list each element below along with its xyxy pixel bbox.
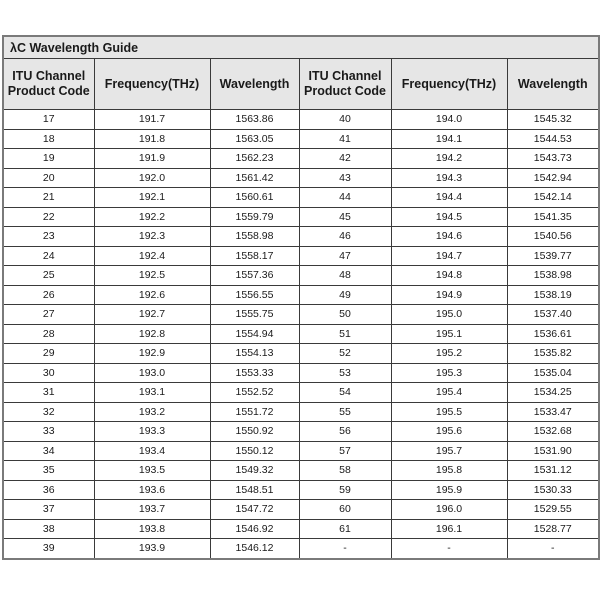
table-row	[3, 422, 599, 442]
cell-frequency-2: 194.5	[391, 207, 507, 227]
cell-frequency: 192.7	[94, 305, 210, 325]
cell-frequency: 192.9	[94, 344, 210, 364]
table-row	[3, 324, 599, 344]
table-row	[3, 246, 599, 266]
table-row	[3, 363, 599, 383]
cell-wavelength-2: 1529.55	[507, 500, 599, 520]
cell-wavelength-2: 1532.68	[507, 422, 599, 442]
table-row	[3, 539, 599, 559]
cell-wavelength-2: 1528.77	[507, 519, 599, 539]
cell-wavelength-2: 1534.25	[507, 383, 599, 403]
cell-channel-code-2: 56	[299, 422, 391, 442]
cell-wavelength-2: 1530.33	[507, 480, 599, 500]
cell-channel-code-2: 41	[299, 129, 391, 149]
cell-channel-code: 34	[3, 441, 94, 461]
cell-wavelength: 1559.79	[210, 207, 299, 227]
cell-frequency-2: 195.1	[391, 324, 507, 344]
cell-frequency: 192.3	[94, 227, 210, 247]
table-row	[3, 305, 599, 325]
cell-wavelength: 1554.13	[210, 344, 299, 364]
cell-wavelength-2: 1531.90	[507, 441, 599, 461]
cell-channel-code-2: 45	[299, 207, 391, 227]
table-row	[3, 188, 599, 208]
cell-channel-code-2: -	[299, 539, 391, 559]
cell-wavelength-2: 1542.14	[507, 188, 599, 208]
table-row	[3, 149, 599, 169]
cell-frequency-2: 195.8	[391, 461, 507, 481]
cell-wavelength: 1546.12	[210, 539, 299, 559]
cell-channel-code: 28	[3, 324, 94, 344]
cell-channel-code-2: 46	[299, 227, 391, 247]
cell-wavelength: 1563.86	[210, 110, 299, 130]
cell-wavelength: 1555.75	[210, 305, 299, 325]
cell-channel-code-2: 53	[299, 363, 391, 383]
cell-wavelength-2: 1544.53	[507, 129, 599, 149]
cell-wavelength-2: -	[507, 539, 599, 559]
cell-frequency: 191.7	[94, 110, 210, 130]
cell-wavelength-2: 1545.32	[507, 110, 599, 130]
table-row	[3, 500, 599, 520]
table-row	[3, 441, 599, 461]
cell-wavelength: 1562.23	[210, 149, 299, 169]
cell-channel-code-2: 50	[299, 305, 391, 325]
cell-channel-code: 31	[3, 383, 94, 403]
cell-wavelength: 1558.98	[210, 227, 299, 247]
cell-frequency-2: 194.3	[391, 168, 507, 188]
cell-channel-code: 37	[3, 500, 94, 520]
cell-channel-code-2: 42	[299, 149, 391, 169]
cell-channel-code: 32	[3, 402, 94, 422]
cell-wavelength-2: 1539.77	[507, 246, 599, 266]
cell-frequency-2: 194.6	[391, 227, 507, 247]
table-row	[3, 110, 599, 130]
cell-frequency: 192.5	[94, 266, 210, 286]
cell-wavelength: 1549.32	[210, 461, 299, 481]
cell-channel-code: 26	[3, 285, 94, 305]
table-row	[3, 207, 599, 227]
cell-channel-code-2: 60	[299, 500, 391, 520]
cell-wavelength: 1551.72	[210, 402, 299, 422]
cell-wavelength-2: 1543.73	[507, 149, 599, 169]
wavelength-guide-table	[2, 35, 600, 560]
cell-wavelength-2: 1535.04	[507, 363, 599, 383]
cell-frequency-2: 195.3	[391, 363, 507, 383]
table-row	[3, 519, 599, 539]
cell-wavelength-2: 1533.47	[507, 402, 599, 422]
header-itu-channel-code-2: ITU Channel Product Code	[299, 59, 391, 110]
cell-channel-code-2: 52	[299, 344, 391, 364]
cell-frequency: 193.5	[94, 461, 210, 481]
header-frequency: Frequency(THz)	[94, 59, 210, 110]
table-row	[3, 285, 599, 305]
cell-frequency-2: 195.0	[391, 305, 507, 325]
cell-frequency: 192.8	[94, 324, 210, 344]
cell-channel-code: 36	[3, 480, 94, 500]
table-title-row	[3, 36, 599, 59]
column-header-row	[3, 59, 599, 110]
cell-wavelength: 1563.05	[210, 129, 299, 149]
cell-frequency-2: 194.9	[391, 285, 507, 305]
cell-frequency-2: 195.9	[391, 480, 507, 500]
table-row	[3, 480, 599, 500]
table-row	[3, 344, 599, 364]
cell-frequency-2: 194.8	[391, 266, 507, 286]
cell-frequency: 193.1	[94, 383, 210, 403]
cell-frequency: 192.1	[94, 188, 210, 208]
cell-wavelength-2: 1538.98	[507, 266, 599, 286]
header-frequency-2: Frequency(THz)	[391, 59, 507, 110]
cell-frequency-2: 194.0	[391, 110, 507, 130]
cell-frequency: 193.0	[94, 363, 210, 383]
cell-wavelength: 1546.92	[210, 519, 299, 539]
cell-frequency: 193.4	[94, 441, 210, 461]
cell-frequency: 193.9	[94, 539, 210, 559]
cell-wavelength-2: 1535.82	[507, 344, 599, 364]
table-row	[3, 168, 599, 188]
cell-frequency: 193.8	[94, 519, 210, 539]
cell-channel-code-2: 51	[299, 324, 391, 344]
cell-wavelength: 1556.55	[210, 285, 299, 305]
table-row	[3, 402, 599, 422]
cell-channel-code: 29	[3, 344, 94, 364]
header-wavelength: Wavelength	[210, 59, 299, 110]
cell-channel-code-2: 58	[299, 461, 391, 481]
cell-channel-code: 30	[3, 363, 94, 383]
cell-wavelength-2: 1538.19	[507, 285, 599, 305]
cell-frequency: 193.2	[94, 402, 210, 422]
table-row	[3, 266, 599, 286]
cell-frequency: 192.0	[94, 168, 210, 188]
cell-frequency-2: 195.2	[391, 344, 507, 364]
cell-channel-code: 23	[3, 227, 94, 247]
cell-channel-code: 39	[3, 539, 94, 559]
cell-channel-code-2: 59	[299, 480, 391, 500]
cell-wavelength: 1560.61	[210, 188, 299, 208]
cell-channel-code: 20	[3, 168, 94, 188]
cell-channel-code: 17	[3, 110, 94, 130]
cell-wavelength: 1553.33	[210, 363, 299, 383]
table-row	[3, 227, 599, 247]
table-row	[3, 461, 599, 481]
cell-frequency-2: 194.7	[391, 246, 507, 266]
cell-channel-code: 21	[3, 188, 94, 208]
cell-channel-code: 24	[3, 246, 94, 266]
cell-channel-code-2: 47	[299, 246, 391, 266]
table-row	[3, 129, 599, 149]
cell-frequency-2: 194.2	[391, 149, 507, 169]
cell-channel-code: 19	[3, 149, 94, 169]
cell-channel-code-2: 57	[299, 441, 391, 461]
cell-channel-code: 38	[3, 519, 94, 539]
table-body	[3, 110, 599, 559]
cell-wavelength-2: 1537.40	[507, 305, 599, 325]
cell-wavelength-2: 1536.61	[507, 324, 599, 344]
cell-frequency: 191.9	[94, 149, 210, 169]
cell-frequency: 193.7	[94, 500, 210, 520]
cell-frequency-2: 196.0	[391, 500, 507, 520]
cell-wavelength-2: 1531.12	[507, 461, 599, 481]
table-title: λC Wavelength Guide	[3, 36, 599, 59]
cell-frequency: 192.6	[94, 285, 210, 305]
cell-frequency-2: 195.5	[391, 402, 507, 422]
cell-channel-code-2: 44	[299, 188, 391, 208]
cell-channel-code-2: 48	[299, 266, 391, 286]
header-wavelength-2: Wavelength	[507, 59, 599, 110]
cell-channel-code-2: 49	[299, 285, 391, 305]
cell-wavelength: 1550.12	[210, 441, 299, 461]
cell-channel-code-2: 61	[299, 519, 391, 539]
cell-channel-code: 27	[3, 305, 94, 325]
cell-frequency-2: 196.1	[391, 519, 507, 539]
cell-wavelength: 1552.52	[210, 383, 299, 403]
cell-channel-code-2: 40	[299, 110, 391, 130]
cell-frequency: 192.4	[94, 246, 210, 266]
cell-frequency: 192.2	[94, 207, 210, 227]
cell-wavelength-2: 1540.56	[507, 227, 599, 247]
cell-wavelength: 1561.42	[210, 168, 299, 188]
cell-wavelength: 1554.94	[210, 324, 299, 344]
cell-frequency-2: 195.7	[391, 441, 507, 461]
cell-wavelength: 1547.72	[210, 500, 299, 520]
cell-channel-code-2: 43	[299, 168, 391, 188]
cell-wavelength-2: 1541.35	[507, 207, 599, 227]
cell-channel-code: 25	[3, 266, 94, 286]
cell-frequency: 193.3	[94, 422, 210, 442]
cell-frequency: 191.8	[94, 129, 210, 149]
cell-channel-code: 18	[3, 129, 94, 149]
table-row	[3, 383, 599, 403]
cell-wavelength: 1558.17	[210, 246, 299, 266]
cell-channel-code: 35	[3, 461, 94, 481]
cell-frequency-2: 194.1	[391, 129, 507, 149]
cell-channel-code-2: 54	[299, 383, 391, 403]
cell-channel-code: 33	[3, 422, 94, 442]
header-itu-channel-code: ITU Channel Product Code	[3, 59, 94, 110]
cell-wavelength: 1548.51	[210, 480, 299, 500]
cell-frequency-2: 195.6	[391, 422, 507, 442]
cell-channel-code-2: 55	[299, 402, 391, 422]
cell-frequency-2: 194.4	[391, 188, 507, 208]
cell-frequency: 193.6	[94, 480, 210, 500]
cell-wavelength-2: 1542.94	[507, 168, 599, 188]
cell-wavelength: 1557.36	[210, 266, 299, 286]
cell-frequency-2: 195.4	[391, 383, 507, 403]
cell-wavelength: 1550.92	[210, 422, 299, 442]
cell-channel-code: 22	[3, 207, 94, 227]
cell-frequency-2: -	[391, 539, 507, 559]
